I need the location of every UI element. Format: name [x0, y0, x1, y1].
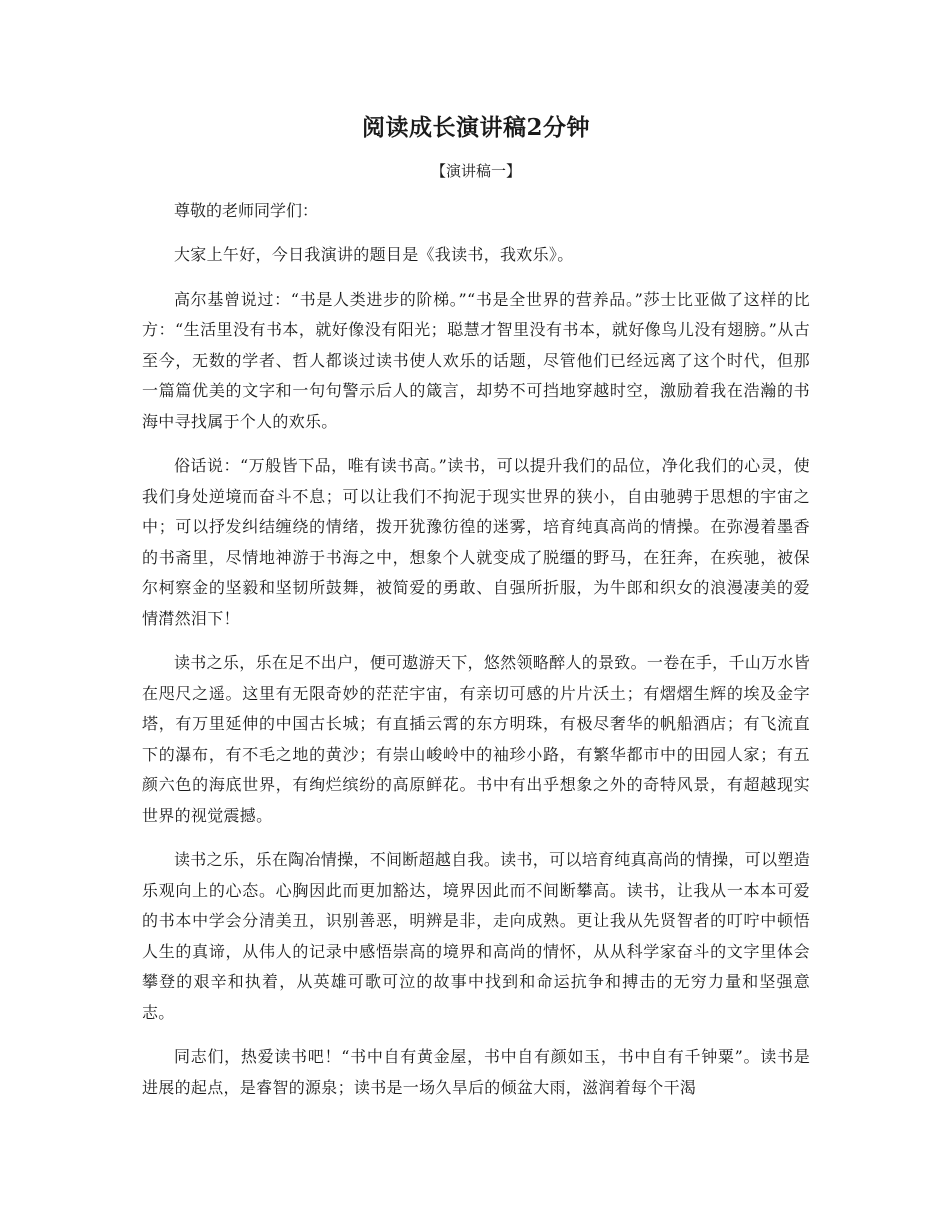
paragraph-4: 读书之乐，乐在足不出户，便可遨游天下，悠然领略醉人的景致。一卷在手，千山万水皆在咫尺之遥。这里有无限奇妙的茫茫宇宙，有亲切可感的片片沃土；有熠熠生辉的埃及金字塔，有万里延伸的中国古长城；有直插云霄的东方明珠，有极尽奢华的帆船酒店；有飞流直下的瀑布，有不毛之地的黄沙；有崇山峻岭中的袖珍小路，有繁华都市中的田园人家；有五颜六色的海底世界，有绚烂缤纷的高原鲜花。书中有出乎想象之外的奇特风景，有超越现实世界的视觉震撼。 [142, 653, 810, 825]
paragraph-2: 高尔基曾说过：“书是人类进步的阶梯。”“书是全世界的营养品。”莎士比亚做了这样的比方：“生活里没有书本，就好像没有阳光；聪慧才智里没有书本，就好像鸟儿没有翅膀。”从古至今，无数的学者、哲人都谈过读书使人欢乐的话题，尽管他们已经远离了这个时代，但那一篇篇优美的文字和一句句警示后人的箴言，却势不可挡地穿越时空，激励着我在浩瀚的书海中寻找属于个人的欢乐。 [142, 289, 810, 431]
document-subtitle: 【演讲稿一】 [430, 162, 521, 180]
document-page [142, 110, 810, 1103]
document-title: 阅读成长演讲稿2分钟 [361, 114, 590, 141]
paragraph-5: 读书之乐，乐在陶冶情操，不间断超越自我。读书，可以培育纯真高尚的情操，可以塑造乐观向上的心态。心胸因此而更加豁达，境界因此而不间断攀高。读书，让我从一本本可爱的书本中学会分清美丑，识别善恶，明辨是非，走向成熟。更让我从先贤智者的叮咛中顿悟人生的真谛，从伟人的记录中感悟崇高的境界和高尚的情怀，从从科学家奋斗的文字里体会攀登的艰辛和执着，从英雄可歌可泣的故事中找到和命运抗争和搏击的无穷力量和坚强意志。 [142, 850, 810, 1022]
paragraph-3: 俗话说：“万般皆下品，唯有读书高。”读书，可以提升我们的品位，净化我们的心灵，使我们身处逆境而奋斗不息；可以让我们不拘泥于现实世界的狭小，自由驰骋于思想的宇宙之中；可以抒发纠结缠绕的情绪，拨开犹豫彷徨的迷雾，培育纯真高尚的情操。在弥漫着墨香的书斋里，尽情地神游于书海之中，想象个人就变成了脱缰的野马，在狂奔，在疾驰，被保尔柯察金的坚毅和坚韧所鼓舞，被简爱的勇敢、自强所折服，为牛郎和织女的浪漫凄美的爱情潸然泪下！ [142, 456, 810, 628]
paragraph-6: 同志们，热爱读书吧！“书中自有黄金屋，书中自有颜如玉，书中自有千钟粟”。读书是进展的起点，是睿智的源泉；读书是一场久旱后的倾盆大雨，滋润着每个干渴 [142, 1047, 810, 1097]
paragraph-1: 大家上午好，今日我演讲的题目是《我读书，我欢乐》。 [174, 245, 574, 264]
salutation: 尊敬的老师同学们： [174, 201, 319, 220]
